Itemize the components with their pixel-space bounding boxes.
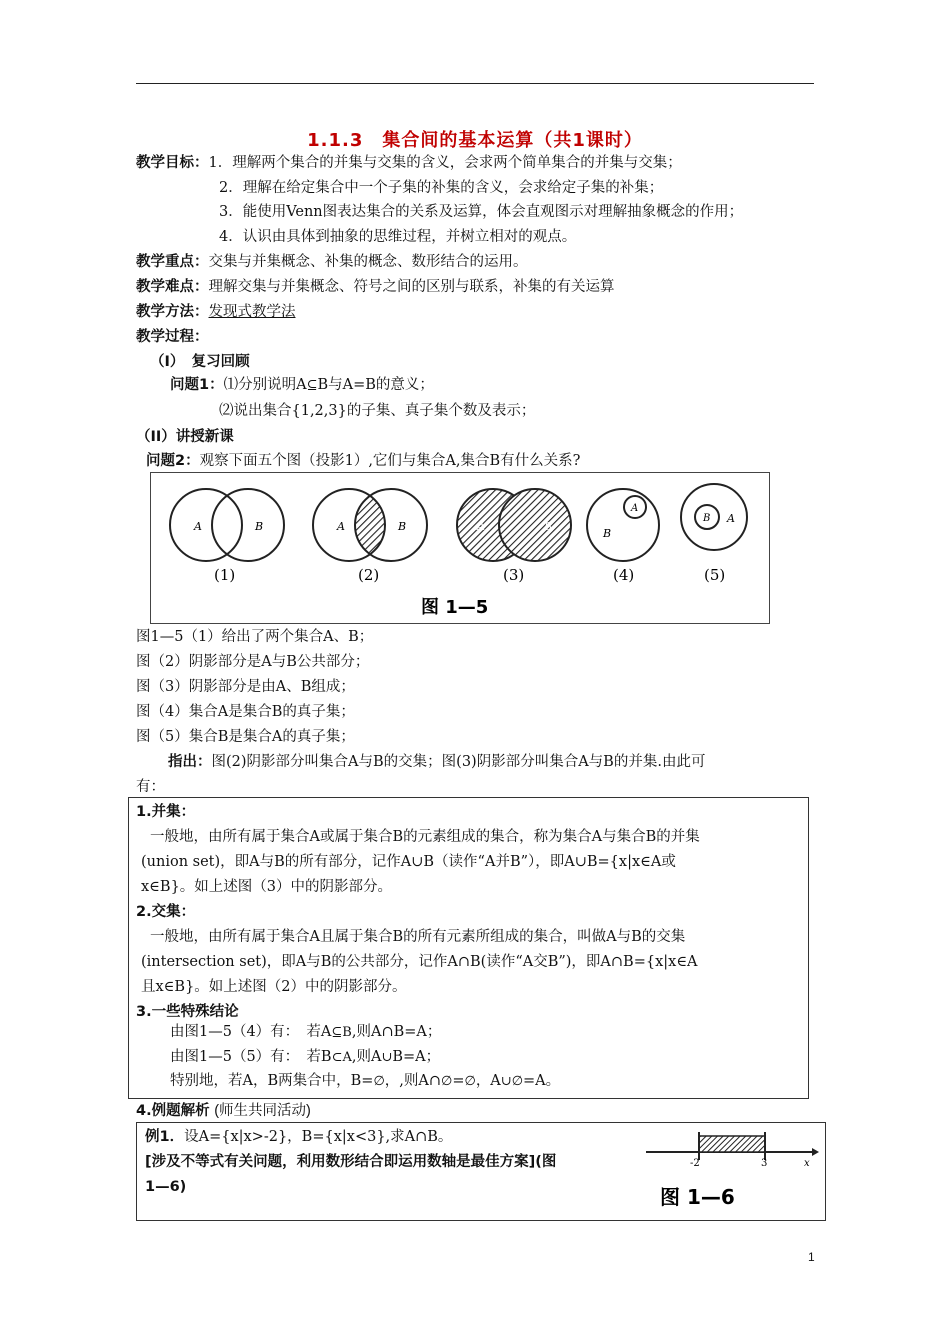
point-out-text: 图(2)阴影部分叫集合A与B的交集；图(3)阴影部分叫集合A与B的并集.由此可 — [211, 754, 706, 770]
objective-4: 4．认识由具体到抽象的思维过程，并树立相对的观点。 — [219, 229, 577, 245]
intersection-heading: 2.交集： — [136, 904, 196, 920]
special-line-3-a: 特别地，若A，B两集合中，B= — [170, 1073, 374, 1089]
examples-sub: (师生共同活动) — [214, 1103, 311, 1119]
subseteq-symbol: ⊆ — [306, 378, 318, 393]
point-out-label: 指出： — [168, 754, 212, 770]
objectives-row — [136, 153, 682, 173]
fig1-circle-a — [170, 489, 242, 561]
question-1-b: B与A=B的意义； — [317, 377, 434, 393]
fig4-label-b: B — [603, 527, 612, 540]
number-line-figure — [644, 1124, 820, 1216]
example-1-row — [145, 1127, 452, 1147]
special-line-1-a: 由图1—5（4）有： 若A — [170, 1024, 332, 1040]
special-line-2-a: 由图1—5（5）有： 若B — [170, 1049, 332, 1065]
union-line-2: (union set)，即A与B的所有部分，记作A∪B（读作“A并B”），即A∪B={x|x∈A或 — [141, 854, 676, 870]
fig-note-1: 图1—5（1）给出了两个集合A、B； — [136, 629, 374, 645]
example-1-text: 设A={x|x>-2}，B={x|x<3},求A∩B。 — [184, 1129, 453, 1145]
point-out-row — [168, 752, 705, 772]
method-row — [136, 302, 296, 322]
subset-a-symbol: ⊂A — [331, 1050, 352, 1065]
example-1-note-2: 1—6) — [145, 1179, 187, 1195]
axis-label-left: -2 — [690, 1158, 700, 1169]
fig-note-5: 图（5）集合B是集合A的真子集； — [136, 729, 355, 745]
figure-1-6 — [644, 1124, 820, 1216]
special-line-3-d: ，A — [475, 1073, 501, 1089]
fig-label-2: (2) — [358, 566, 380, 584]
special-line-2 — [170, 1047, 440, 1068]
empty-set-symbol: ∅ — [373, 1074, 385, 1089]
fig3-label-b: B — [544, 520, 553, 533]
special-line-3 — [170, 1071, 560, 1092]
figure-1-6-caption: 图 1—6 — [660, 1185, 735, 1209]
axis-label-right: 3 — [761, 1158, 768, 1169]
empty-set-symbol-2: ∅ — [441, 1074, 453, 1089]
empty-set-symbol-4: ∅ — [511, 1074, 524, 1089]
fig-note-2: 图（2）阴影部分是A与B公共部分； — [136, 654, 370, 670]
fig-note-4: 图（4）集合A是集合B的真子集； — [136, 704, 355, 720]
special-line-1-b: ,则A∩B=A； — [351, 1024, 442, 1040]
special-line-2-c: B=A； — [392, 1049, 441, 1065]
objectives-label: 教学目标： — [136, 155, 209, 171]
fig4-label-a: A — [631, 503, 639, 514]
header-rule — [136, 83, 814, 84]
fig-label-1: (1) — [214, 566, 236, 584]
cup-symbol: ∪ — [381, 1050, 393, 1065]
fig-label-3: (3) — [503, 566, 525, 584]
axis-arrow — [812, 1148, 819, 1156]
review-heading: （I） 复习回顾 — [150, 354, 250, 370]
fig-label-5: (5) — [704, 566, 726, 584]
objective-1: 1．理解两个集合的并集与交集的含义，会求两个简单集合的并集与交集； — [208, 155, 682, 171]
objective-3: 3．能使用Venn图表达集合的关系及运算，体会直观图示对理解抽象概念的作用； — [219, 204, 744, 220]
fig-label-4: (4) — [613, 566, 635, 584]
examples-heading: 4.例题解析 — [136, 1103, 210, 1119]
method-text: 发现式教学法 — [208, 304, 296, 320]
cup-symbol-2: ∪ — [500, 1074, 512, 1089]
fig1-label-b: B — [255, 520, 264, 533]
question-1-a: ⑴分别说明A — [223, 377, 307, 393]
intersection-line-2: (intersection set)，即A与B的公共部分，记作A∩B(读作“A交B”)，即A∩B={x|x∈A — [141, 954, 698, 970]
difficulties-text: 理解交集与并集概念、符号之间的区别与联系，补集的有关运算 — [208, 279, 615, 295]
key-points-row — [136, 252, 528, 272]
special-line-3-b: ，,则A∩ — [384, 1073, 441, 1089]
fig3-circle-b — [499, 489, 571, 561]
fig-note-3: 图（3）阴影部分是由A、B组成； — [136, 679, 355, 695]
fig1-circle-b — [212, 489, 284, 561]
question-2-row — [146, 451, 580, 471]
intersection-line-3: 且x∈B}。如上述图（2）中的阴影部分。 — [141, 979, 407, 995]
union-line-3: x∈B}。如上述图（3）中的阴影部分。 — [141, 879, 393, 895]
page-title: 1.1.3 集合间的基本运算（共1课时） — [307, 130, 643, 151]
special-line-3-c: = — [452, 1073, 465, 1089]
intersection-line-1: 一般地，由所有属于集合A且属于集合B的所有元素所组成的集合，叫做A与B的交集 — [150, 929, 686, 945]
difficulties-label: 教学难点： — [136, 279, 209, 295]
fig2-label-b: B — [398, 520, 407, 533]
special-line-2-b: ,则A — [351, 1049, 382, 1065]
key-points-label: 教学重点： — [136, 254, 209, 270]
subseteq-b-symbol: ⊆B — [331, 1025, 352, 1040]
union-line-1: 一般地，由所有属于集合A或属于集合B的元素组成的集合，称为集合A与集合B的并集 — [150, 829, 700, 845]
question-1-part-2: ⑵说出集合{1,2,3}的子集、真子集个数及表示； — [219, 403, 536, 419]
empty-set-symbol-3: ∅ — [464, 1074, 476, 1089]
venn-diagrams — [151, 473, 769, 623]
fig5-label-b: B — [703, 513, 711, 524]
difficulties-row — [136, 277, 615, 297]
example-1-label: 例1． — [145, 1129, 185, 1145]
point-out-text-2: 有： — [136, 779, 165, 795]
axis-variable: x — [804, 1158, 810, 1169]
new-lesson-heading: （II）讲授新课 — [136, 429, 234, 445]
fig3-label-a: A — [477, 520, 485, 533]
examples-row — [136, 1101, 311, 1121]
union-heading: 1.并集： — [136, 804, 196, 820]
fig5-circle-a — [681, 484, 747, 550]
objective-2: 2．理解在给定集合中一个子集的补集的含义，会求给定子集的补集； — [219, 180, 664, 196]
special-line-3-e: =A。 — [523, 1073, 561, 1089]
key-points-text: 交集与并集概念、补集的概念、数形结合的运用。 — [208, 254, 528, 270]
method-label: 教学方法： — [136, 304, 209, 320]
fig5-label-a: A — [727, 512, 735, 525]
question-2-text: 观察下面五个图（投影1）,它们与集合A,集合B有什么关系? — [199, 453, 581, 469]
special-heading: 3.一些特殊结论 — [136, 1004, 239, 1020]
fig2-label-a: A — [337, 520, 345, 533]
process-label: 教学过程： — [136, 329, 209, 345]
fig1-label-a: A — [194, 520, 202, 533]
interval-shade — [699, 1136, 765, 1152]
figure-1-5-caption: 图 1—5 — [421, 597, 489, 618]
figure-1-5 — [150, 472, 770, 624]
page-number: 1 — [808, 1250, 815, 1264]
example-1-note-1: [涉及不等式有关问题，利用数形结合即运用数轴是最佳方案](图 — [145, 1154, 557, 1170]
fig4-circle-b — [587, 489, 659, 561]
special-line-1 — [170, 1022, 441, 1043]
question-1-label: 问题1： — [170, 377, 224, 393]
question-2-label: 问题2： — [146, 453, 200, 469]
question-1-row — [170, 375, 434, 396]
